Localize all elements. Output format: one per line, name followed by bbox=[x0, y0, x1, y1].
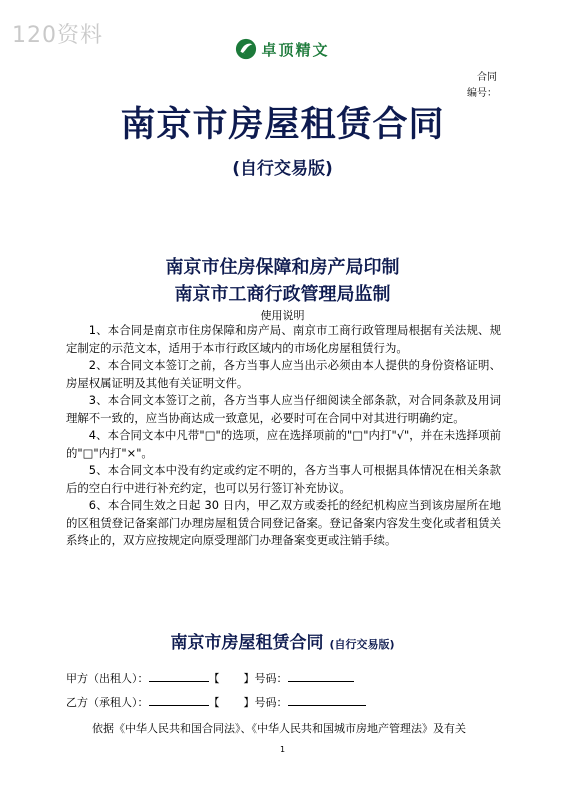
party-a-line bbox=[66, 670, 354, 686]
instruction-item: 6、本合同生效之日起 30 日内，甲乙双方或委托的经纪机构应当到该房屋所在地的区租赁登记备案部门办理房屋租赁合同登记备案。登记备案内容发生变化或者租赁关系终止的，双方应按规定向原受理部门办理备案变更或注销手续。 bbox=[66, 498, 501, 547]
issuer-line-2: 南京市工商行政管理局监制 bbox=[174, 284, 391, 305]
party-a-id-field[interactable] bbox=[288, 670, 354, 682]
party-b-name-field[interactable] bbox=[149, 694, 209, 706]
instructions bbox=[66, 322, 501, 550]
instruction-item: 3、本合同文本签订之前，各方当事人应当仔细阅读全部条款，对合同条款及用词理解不一致的，应当协商达成一致意见，必要时可在合同中对其进行明确约定。 bbox=[66, 393, 501, 425]
brand-header bbox=[0, 38, 565, 60]
contract-number-block bbox=[467, 70, 497, 102]
party-b-id-field[interactable] bbox=[288, 694, 366, 706]
legal-basis-line: 依据《中华人民共和国合同法》、《中华人民共和国城市房地产管理法》及有关 bbox=[92, 722, 466, 735]
contract-label: 合同 bbox=[477, 72, 497, 83]
instruction-item: 5、本合同文本中没有约定或约定不明的，各方当事人可根据具体情况在相关条款后的空白行中进行补充约定，也可以另行签订补充协议。 bbox=[66, 463, 501, 495]
party-a-bracket-open: 【 bbox=[208, 672, 220, 685]
party-a-id-label: 号码： bbox=[254, 672, 288, 685]
issuer-line-1: 南京市住房保障和房产局印制 bbox=[165, 257, 400, 278]
document-title: 南京市房屋租赁合同 bbox=[120, 105, 445, 145]
usage-heading: 使用说明 bbox=[260, 309, 305, 322]
document-subtitle: (自行交易版) bbox=[232, 159, 333, 179]
party-a-label: 甲方（出租人）： bbox=[66, 672, 149, 685]
brand-name: 卓顶精文 bbox=[261, 40, 330, 59]
party-a-name-field[interactable] bbox=[149, 670, 209, 682]
party-a-bracket-close: 】 bbox=[243, 672, 255, 685]
party-b-bracket-close: 】 bbox=[243, 696, 255, 709]
section-title-text: 南京市房屋租赁合同 bbox=[170, 633, 324, 653]
zd-leaf-logo-icon bbox=[235, 38, 257, 60]
party-b-line bbox=[66, 694, 366, 710]
section-edition: (自行交易版) bbox=[329, 638, 395, 651]
instruction-item: 2、本合同文本签订之前，各方当事人应当出示必须由本人提供的身份资格证明、房屋权属证明及其他有关证明文件。 bbox=[66, 358, 501, 390]
section-title bbox=[0, 628, 565, 653]
party-b-id-label: 号码： bbox=[254, 696, 288, 709]
instruction-item: 4、本合同文本中凡带"□"的选项，应在选择项前的"□"内打"√"，并在未选择项前的"□"内打"×"。 bbox=[66, 428, 501, 460]
contract-number-label: 编号： bbox=[467, 88, 497, 99]
issuer-block bbox=[0, 254, 565, 308]
page-number: 1 bbox=[279, 745, 286, 754]
party-b-bracket-open: 【 bbox=[208, 696, 220, 709]
party-b-label: 乙方（承租人）： bbox=[66, 696, 149, 709]
watermark: 120资料 bbox=[12, 23, 103, 48]
instruction-item: 1、本合同是南京市住房保障和房产局、南京市工商行政管理局根据有关法规、规定制定的示范文本，适用于本市行政区域内的市场化房屋租赁行为。 bbox=[66, 323, 501, 355]
